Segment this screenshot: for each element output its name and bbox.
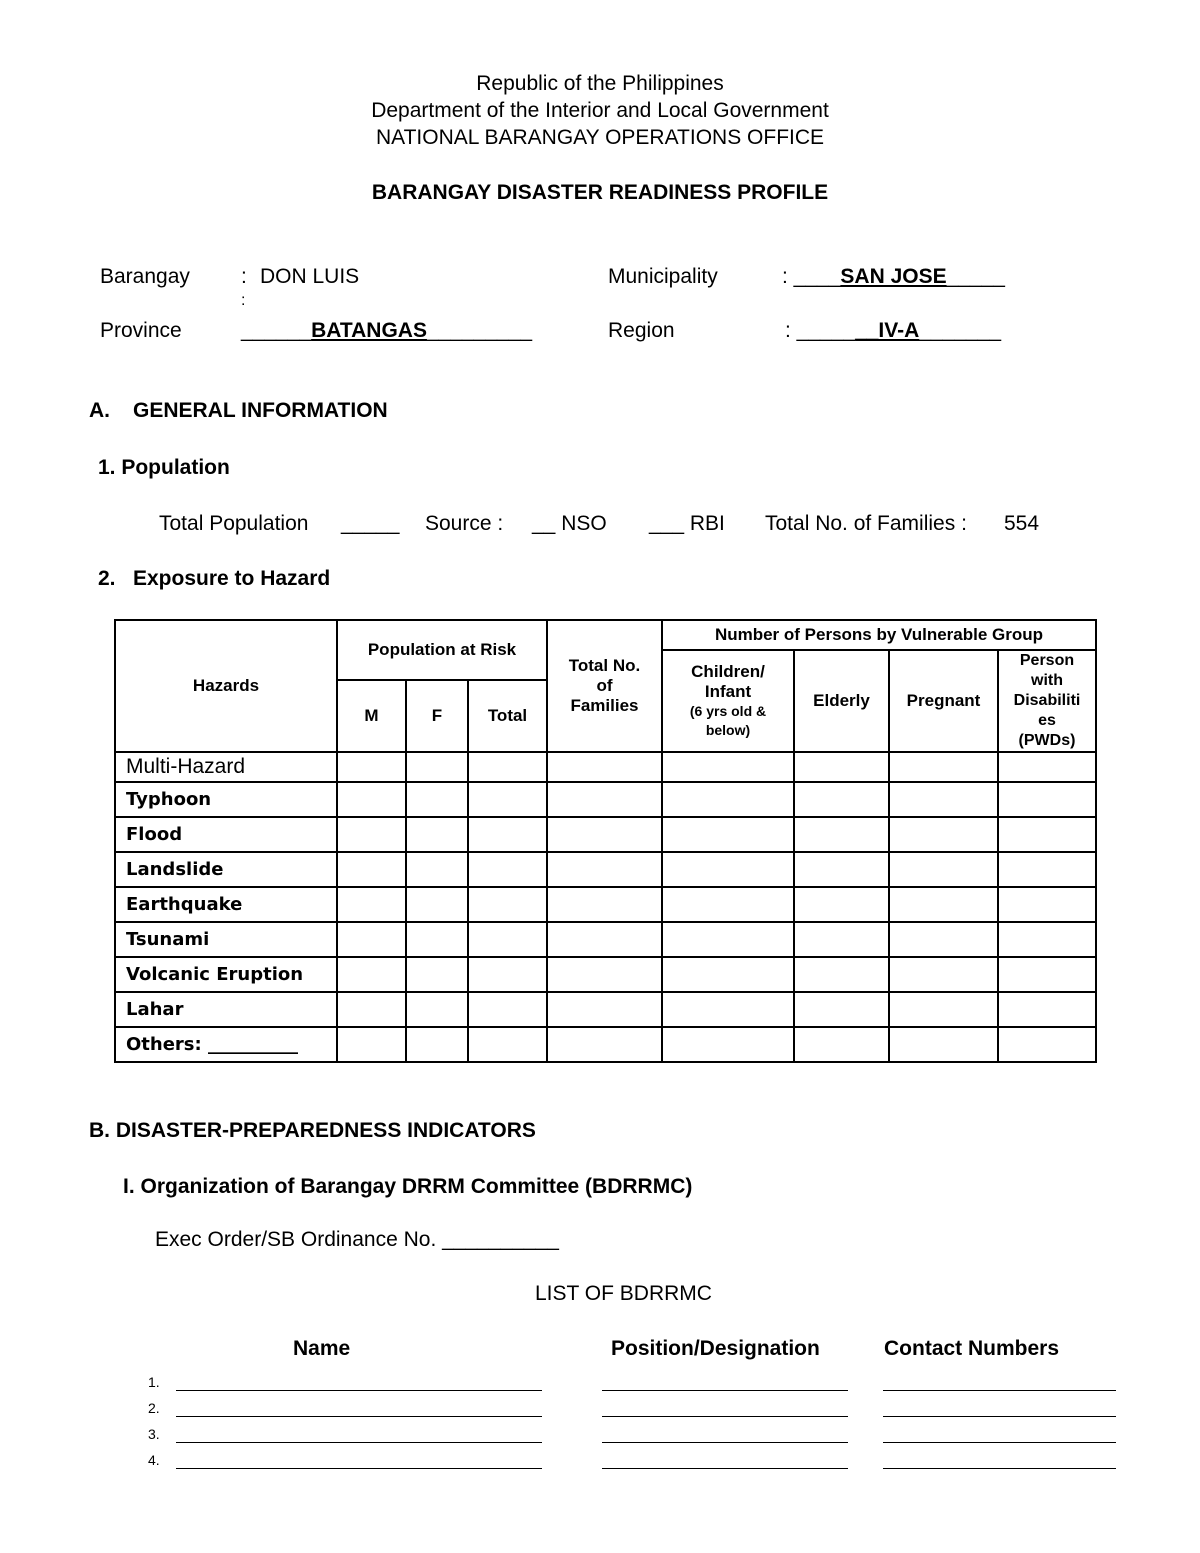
- table-cell[interactable]: [889, 1027, 998, 1062]
- col-pwd: [998, 650, 1096, 752]
- table-cell[interactable]: [662, 817, 794, 852]
- table-cell[interactable]: [337, 957, 406, 992]
- municipality-suffix: _____: [946, 265, 1005, 288]
- col-families-line3: Families: [570, 696, 639, 715]
- table-cell[interactable]: [889, 957, 998, 992]
- position-line[interactable]: [602, 1423, 848, 1443]
- table-cell[interactable]: [547, 752, 662, 782]
- hazard-exposure-table: [114, 619, 1097, 1063]
- region-value: __IV-A: [855, 319, 920, 342]
- contact-line[interactable]: [883, 1371, 1116, 1391]
- col-children-sub2: below): [705, 722, 751, 738]
- table-cell[interactable]: [337, 887, 406, 922]
- list-title: [535, 1282, 712, 1306]
- list-item-number: 4.: [148, 1452, 160, 1468]
- table-cell[interactable]: [889, 992, 998, 1027]
- table-cell[interactable]: [468, 922, 547, 957]
- hazard-name: Flood: [115, 817, 337, 852]
- table-cell[interactable]: [468, 752, 547, 782]
- table-cell[interactable]: [998, 922, 1096, 957]
- name-line[interactable]: [176, 1371, 542, 1391]
- table-cell[interactable]: [794, 922, 889, 957]
- hazard-name: Earthquake: [115, 887, 337, 922]
- table-cell[interactable]: [406, 1027, 468, 1062]
- col-vulnerable-group: Number of Persons by Vulnerable Group: [662, 620, 1096, 650]
- municipality-value: SAN JOSE: [840, 265, 947, 288]
- table-cell[interactable]: [406, 782, 468, 817]
- barangay-value[interactable]: DON LUIS: [260, 265, 360, 288]
- name-line[interactable]: [176, 1449, 542, 1469]
- table-cell[interactable]: [662, 957, 794, 992]
- table-cell[interactable]: [547, 887, 662, 922]
- table-cell[interactable]: [337, 782, 406, 817]
- table-cell[interactable]: [794, 957, 889, 992]
- table-cell[interactable]: [337, 992, 406, 1027]
- table-cell[interactable]: [998, 852, 1096, 887]
- col-hazards: Hazards: [115, 620, 337, 752]
- table-cell[interactable]: [406, 957, 468, 992]
- col-name-header: Name: [293, 1337, 351, 1360]
- table-row: [115, 817, 1096, 852]
- province-suffix: _________: [426, 319, 533, 342]
- table-cell[interactable]: [406, 752, 468, 782]
- table-cell[interactable]: [337, 752, 406, 782]
- table-cell[interactable]: [468, 782, 547, 817]
- province-field[interactable]: [241, 319, 532, 343]
- col-pregnant: Pregnant: [889, 650, 998, 752]
- table-cell[interactable]: [998, 752, 1096, 782]
- col-population-at-risk: Population at Risk: [337, 620, 547, 680]
- table-cell[interactable]: [468, 1027, 547, 1062]
- table-cell[interactable]: [468, 957, 547, 992]
- table-cell[interactable]: [547, 922, 662, 957]
- table-cell[interactable]: [662, 922, 794, 957]
- municipality-label: Municipality: [608, 265, 718, 288]
- col-pwd-line4: es: [1038, 712, 1056, 729]
- table-cell[interactable]: [547, 992, 662, 1027]
- col-total-families: [547, 620, 662, 752]
- table-cell[interactable]: [889, 852, 998, 887]
- table-cell[interactable]: [337, 852, 406, 887]
- source-rbi-option[interactable]: ___ RBI: [649, 512, 725, 535]
- col-contact-header: Contact Numbers: [884, 1337, 1060, 1360]
- table-row: [115, 1027, 1096, 1062]
- name-line[interactable]: [176, 1423, 542, 1443]
- header-republic: Republic of the Philippines: [476, 72, 724, 95]
- families-label: Total No. of Families :: [765, 512, 967, 535]
- col-pwd-line3: Disabiliti: [1013, 692, 1081, 709]
- table-cell[interactable]: [547, 782, 662, 817]
- table-cell[interactable]: [998, 817, 1096, 852]
- table-cell[interactable]: [889, 817, 998, 852]
- position-line[interactable]: [602, 1397, 848, 1417]
- table-cell[interactable]: [337, 922, 406, 957]
- table-row: [115, 922, 1096, 957]
- table-cell[interactable]: [547, 852, 662, 887]
- hazard-name: Landslide: [115, 852, 337, 887]
- col-pwd-line2: with: [1031, 672, 1063, 689]
- hazard-name: Tsunami: [115, 922, 337, 957]
- exposure-heading: Exposure to Hazard: [133, 567, 331, 590]
- table-cell[interactable]: [662, 782, 794, 817]
- table-cell[interactable]: [468, 817, 547, 852]
- organization-heading: I. Organization of Barangay DRRM Committee (BDRRMC): [123, 1175, 693, 1198]
- table-cell[interactable]: [337, 1027, 406, 1062]
- table-cell[interactable]: [662, 752, 794, 782]
- province-label: Province: [100, 319, 182, 342]
- col-pwd-line1: Person: [1019, 652, 1075, 669]
- col-female: F: [406, 680, 468, 752]
- table-cell[interactable]: [547, 957, 662, 992]
- contact-line[interactable]: [883, 1423, 1116, 1443]
- table-cell[interactable]: [468, 887, 547, 922]
- table-cell[interactable]: [998, 1027, 1096, 1062]
- table-cell[interactable]: [662, 852, 794, 887]
- hazard-name: Others: __________: [115, 1027, 337, 1062]
- list-item-number: 3.: [148, 1426, 160, 1442]
- col-families-line1: Total No.: [568, 656, 641, 675]
- col-families-line2: of: [596, 676, 613, 695]
- col-total: Total: [468, 680, 547, 752]
- table-cell[interactable]: [406, 817, 468, 852]
- col-elderly: Elderly: [794, 650, 889, 752]
- table-cell[interactable]: [406, 992, 468, 1027]
- region-field[interactable]: [785, 319, 1001, 343]
- table-cell[interactable]: [889, 887, 998, 922]
- table-cell[interactable]: [889, 922, 998, 957]
- total-population-label: Total Population: [159, 512, 309, 535]
- table-cell[interactable]: [406, 852, 468, 887]
- families-value[interactable]: 554: [1004, 512, 1040, 535]
- source-nso-option[interactable]: __ NSO: [532, 512, 607, 535]
- header-office: NATIONAL BARANGAY OPERATIONS OFFICE: [375, 126, 825, 149]
- table-cell[interactable]: [794, 887, 889, 922]
- source-label: Source :: [425, 512, 504, 535]
- hazard-name: Typhoon: [115, 782, 337, 817]
- table-row: [115, 887, 1096, 922]
- table-row: [115, 957, 1096, 992]
- table-cell[interactable]: [889, 782, 998, 817]
- table-row: [115, 782, 1096, 817]
- list-title-text: LIST OF BDRRMC: [535, 1282, 712, 1305]
- region-suffix: _______: [919, 319, 1002, 342]
- table-cell[interactable]: [662, 887, 794, 922]
- table-cell[interactable]: [794, 1027, 889, 1062]
- col-pwd-line5: (PWDs): [1018, 732, 1076, 749]
- barangay-label: Barangay: [100, 265, 190, 288]
- table-cell[interactable]: [406, 887, 468, 922]
- province-prefix: ______: [241, 319, 312, 342]
- table-cell[interactable]: [337, 817, 406, 852]
- municipality-prefix: : ____: [782, 265, 841, 288]
- page-title: BARANGAY DISASTER READINESS PROFILE: [371, 181, 829, 204]
- table-cell[interactable]: [794, 782, 889, 817]
- contact-line[interactable]: [883, 1397, 1116, 1417]
- position-line[interactable]: [602, 1449, 848, 1469]
- table-cell[interactable]: [468, 992, 547, 1027]
- table-cell[interactable]: [998, 782, 1096, 817]
- population-heading: 1. Population: [98, 456, 230, 479]
- section-b-heading: B. DISASTER-PREPAREDNESS INDICATORS: [89, 1119, 536, 1142]
- section-a-letter: A.: [89, 399, 110, 422]
- name-line[interactable]: [176, 1397, 542, 1417]
- col-children-line1: Children/: [691, 662, 765, 681]
- table-row: [115, 992, 1096, 1027]
- region-label: Region: [608, 319, 675, 342]
- table-cell[interactable]: [468, 852, 547, 887]
- position-line[interactable]: [602, 1371, 848, 1391]
- table-cell[interactable]: [998, 957, 1096, 992]
- list-item-number: 1.: [148, 1374, 160, 1390]
- col-children-infant: [662, 650, 794, 752]
- exec-order-field[interactable]: Exec Order/SB Ordinance No. __________: [155, 1228, 559, 1251]
- table-cell[interactable]: [794, 852, 889, 887]
- header-department: Department of the Interior and Local Government: [371, 99, 829, 122]
- hazard-name: Volcanic Eruption: [115, 957, 337, 992]
- exposure-heading-number: 2.: [98, 567, 116, 590]
- region-prefix: : _____: [785, 319, 856, 342]
- table-cell[interactable]: [406, 922, 468, 957]
- barangay-colon: :: [241, 265, 247, 288]
- table-cell[interactable]: [794, 752, 889, 782]
- table-cell[interactable]: [547, 817, 662, 852]
- hazard-name: Lahar: [115, 992, 337, 1027]
- col-position-header: Position/Designation: [611, 1337, 820, 1360]
- section-a-heading: GENERAL INFORMATION: [133, 399, 388, 422]
- table-cell[interactable]: [998, 992, 1096, 1027]
- barangay-colon-2: :: [241, 292, 246, 309]
- hazard-name: Multi-Hazard: [115, 752, 337, 782]
- table-cell[interactable]: [662, 1027, 794, 1062]
- col-children-line2: Infant: [704, 682, 752, 701]
- table-cell[interactable]: [662, 992, 794, 1027]
- col-male: M: [337, 680, 406, 752]
- table-cell[interactable]: [998, 887, 1096, 922]
- contact-line[interactable]: [883, 1449, 1116, 1469]
- table-cell[interactable]: [547, 1027, 662, 1062]
- municipality-field[interactable]: [782, 265, 1005, 289]
- total-population-field[interactable]: _____: [341, 512, 400, 535]
- col-children-sub1: (6 yrs old &: [689, 703, 767, 719]
- table-row: [115, 752, 1096, 782]
- table-cell[interactable]: [794, 817, 889, 852]
- table-cell[interactable]: [794, 992, 889, 1027]
- province-value: BATANGAS: [311, 319, 427, 342]
- list-item-number: 2.: [148, 1400, 160, 1416]
- table-row: [115, 852, 1096, 887]
- table-cell[interactable]: [889, 752, 998, 782]
